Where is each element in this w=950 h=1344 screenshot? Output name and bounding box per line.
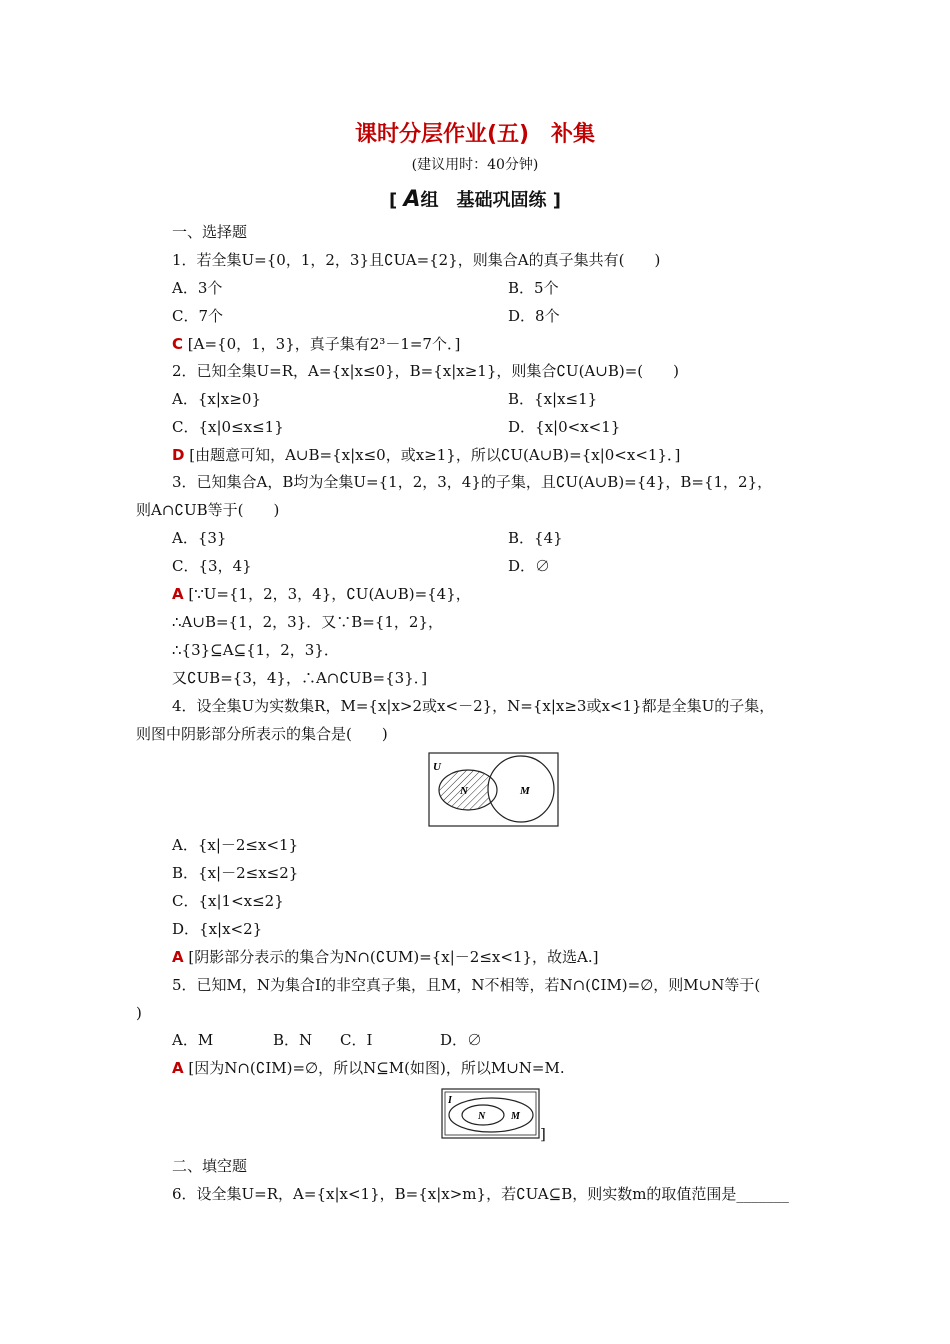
q1-answer: C — [172, 335, 184, 353]
q2-explanation: [由题意可知，A∪B={x|x≤0，或x≥1}，所以∁U(A∪B)={x|0<x<1}．] — [189, 446, 681, 464]
q5-option-b: B．N — [273, 1031, 313, 1049]
venn-diagram-q4 — [428, 752, 560, 828]
group-heading — [0, 186, 950, 215]
section-heading-fill: 二、填空题 — [172, 1157, 248, 1175]
q5-option-c: C．I — [340, 1031, 373, 1049]
q2-answer: D — [172, 446, 185, 464]
label-n: N — [460, 785, 468, 797]
venn-diagram-q5 — [441, 1088, 541, 1140]
q6-stem: 6．设全集U=R，A={x|x<1}，B={x|x>m}，若∁UA⊆B，则实数m的取值范围是_______ — [172, 1185, 789, 1203]
q3-stem-line2: 则A∩∁UB等于( ) — [136, 501, 280, 519]
q4-option-b: B．{x|－2≤x≤2} — [172, 864, 299, 882]
q2-stem: 2．已知全集U=R，A={x|x≤0}，B={x|x≥1}，则集合∁U(A∪B)=( ) — [172, 362, 679, 380]
q4-solution — [172, 947, 599, 967]
q1-option-b: B．5个 — [508, 279, 559, 297]
label-u: U — [433, 761, 441, 773]
label-n: N — [478, 1111, 486, 1122]
q4-stem-line1: 4．设全集U为实数集R，M={x|x>2或x<－2}，N={x|x≥3或x<1}都是全集U的子集， — [172, 697, 775, 715]
group-bracket-left: [ — [388, 190, 398, 211]
q4-stem-line2: 则图中阴影部分所表示的集合是( ) — [136, 725, 388, 743]
q2-option-d: D．{x|0<x<1} — [508, 418, 621, 436]
q3-explanation-4: 又∁UB={3，4}，∴A∩∁UB={3}．] — [172, 669, 428, 687]
q1-stem: 1．若全集U={0，1，2，3}且∁UA={2}，则集合A的真子集共有( ) — [172, 251, 661, 269]
q2-solution — [172, 445, 680, 465]
q2-option-a: A．{x|x≥0} — [172, 390, 262, 408]
q3-stem-line1: 3．已知集合A，B均为全集U={1，2，3，4}的子集，且∁U(A∪B)={4}，B={1，2}， — [172, 473, 773, 491]
page-title: 课时分层作业(五) 补集 — [354, 122, 596, 147]
q3-option-a: A．{3} — [172, 529, 227, 547]
q4-option-a: A．{x|－2≤x<1} — [172, 836, 299, 854]
suggested-time: (建议用时：40分钟) — [411, 157, 539, 173]
label-i: I — [448, 1095, 452, 1106]
q5-stem-line1: 5．已知M，N为集合I的非空真子集，且M，N不相等，若N∩(∁IM)=∅，则M∪N等于( — [172, 976, 761, 994]
q2-option-c: C．{x|0≤x≤1} — [172, 418, 284, 436]
q3-option-c: C．{3，4} — [172, 557, 252, 575]
q3-solution-line1 — [172, 584, 471, 604]
group-letter: A — [403, 187, 421, 212]
q1-explanation: [A={0，1，3}，真子集有2³－1=7个．] — [187, 335, 461, 353]
group-bracket-right: ] — [552, 190, 562, 211]
q3-explanation-1: [∵U={1，2，3，4}，∁U(A∪B)={4}， — [188, 585, 471, 603]
q2-option-b: B．{x|x≤1} — [508, 390, 598, 408]
q1-option-c: C．7个 — [172, 307, 224, 325]
q5-explanation: [因为N∩(∁IM)=∅，所以N⊆M(如图)，所以M∪N=M. — [188, 1059, 565, 1077]
label-m: M — [520, 785, 530, 797]
q4-answer: A — [172, 948, 184, 966]
section-heading-choice: 一、选择题 — [172, 223, 248, 241]
q3-explanation-3: ∴{3}⊆A⊆{1，2，3}． — [172, 641, 339, 659]
q5-option-a: A．M — [172, 1031, 214, 1049]
group-label: 组 基础巩固练 — [420, 190, 547, 211]
q1-option-a: A．3个 — [172, 279, 223, 297]
q5-option-d: D．∅ — [440, 1031, 483, 1049]
set-i-box — [442, 1089, 539, 1138]
label-m: M — [511, 1111, 520, 1122]
q3-explanation-2: ∴A∪B={1，2，3}．又∵B={1，2}， — [172, 613, 444, 631]
q1-solution — [172, 334, 460, 354]
q3-answer: A — [172, 585, 184, 603]
q5-stem-line2: ) — [136, 1004, 142, 1022]
q3-option-b: B．{4} — [508, 529, 563, 547]
q5-solution — [172, 1058, 565, 1078]
q1-option-d: D．8个 — [508, 307, 560, 325]
q5-closing-bracket: ] — [540, 1125, 546, 1143]
q3-option-d: D．∅ — [508, 557, 551, 575]
q4-option-c: C．{x|1<x≤2} — [172, 892, 284, 910]
q5-answer: A — [172, 1059, 184, 1077]
q4-explanation: [阴影部分表示的集合为N∩(∁UM)={x|－2≤x<1}，故选A.] — [188, 948, 599, 966]
q4-option-d: D．{x|x<2} — [172, 920, 263, 938]
